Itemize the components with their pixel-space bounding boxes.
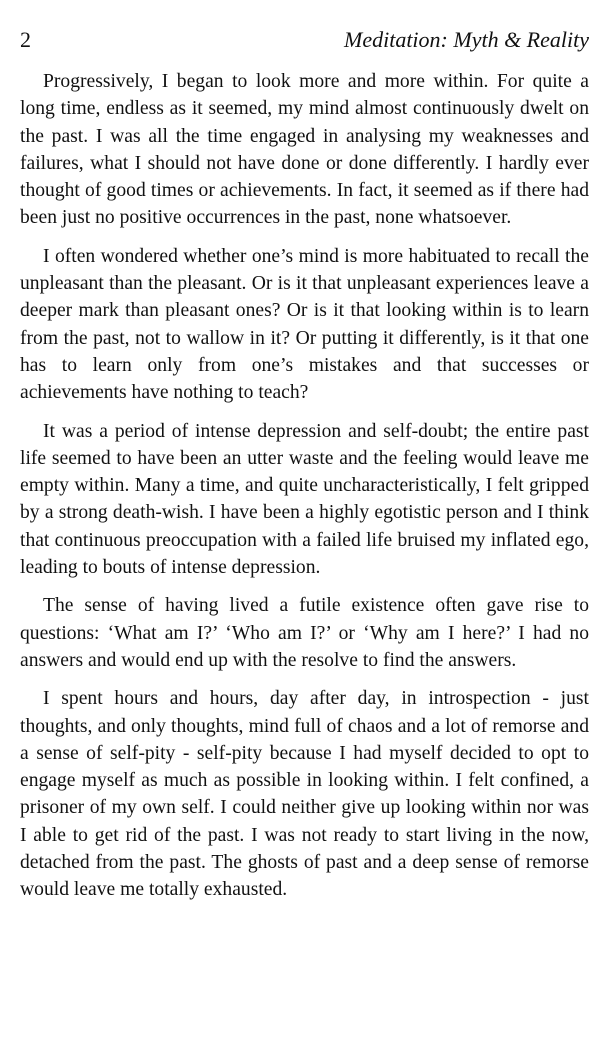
paragraph-4: The sense of having lived a futile existence often gave rise to questions: ‘What am I?’ ‘Who am I?’ or ‘Why am I here?’ I had no answers and would end up with the resolve to find the answers.	[20, 595, 589, 671]
paragraph-1: Progressively, I began to look more and more within. For quite a long time, endless as it seemed, my mind almost continuously dwelt on the past. I was all the time engaged in analysing my weaknesses and failures, what I should not have done or done differently. I hardly ever thought of good times or achievements. In fact, it seemed as if there had been just no positive occurrences in the past, none whatsoever.	[20, 71, 589, 229]
paragraph-2: I often wondered whether one’s mind is more habituated to recall the unpleasant than the pleasant. Or is it that unpleasant experiences leave a deeper mark than pleasant ones? Or is it that looking within is to learn from the past, not to wallow in it? Or putting it differently, is it that one has to learn only from one’s mistakes and that successes or achievements have nothing to teach?	[20, 245, 589, 404]
paragraph-3: It was a period of intense depression and self-doubt; the entire past life seemed to have been an utter waste and the feeling would leave me empty within. Many a time, and quite uncharacteristically, I felt gripped by a strong death-wish. I have been a highly egotistic person and I think that continuous preoccupation with a failed life bruised my inflated ego, leading to bouts of intense depression.	[20, 420, 589, 579]
book-title: Meditation: Myth & Reality	[344, 27, 589, 52]
page-number: 2	[20, 27, 31, 52]
paragraph-5: I spent hours and hours, day after day, in introspection - just thoughts, and only thoughts, mind full of chaos and a lot of remorse and a sense of self-pity - self-pity because I had myself decided to opt to engage myself as much as possible in looking within. I felt confined, a prisoner of my own self. I could neither give up looking within nor was I able to get rid of the past. I was not ready to start living in the now, detached from the past. The ghosts of past and a deep sense of remorse would leave me totally exhausted.	[20, 688, 589, 901]
body-text	[20, 68, 589, 904]
running-head	[20, 26, 589, 58]
